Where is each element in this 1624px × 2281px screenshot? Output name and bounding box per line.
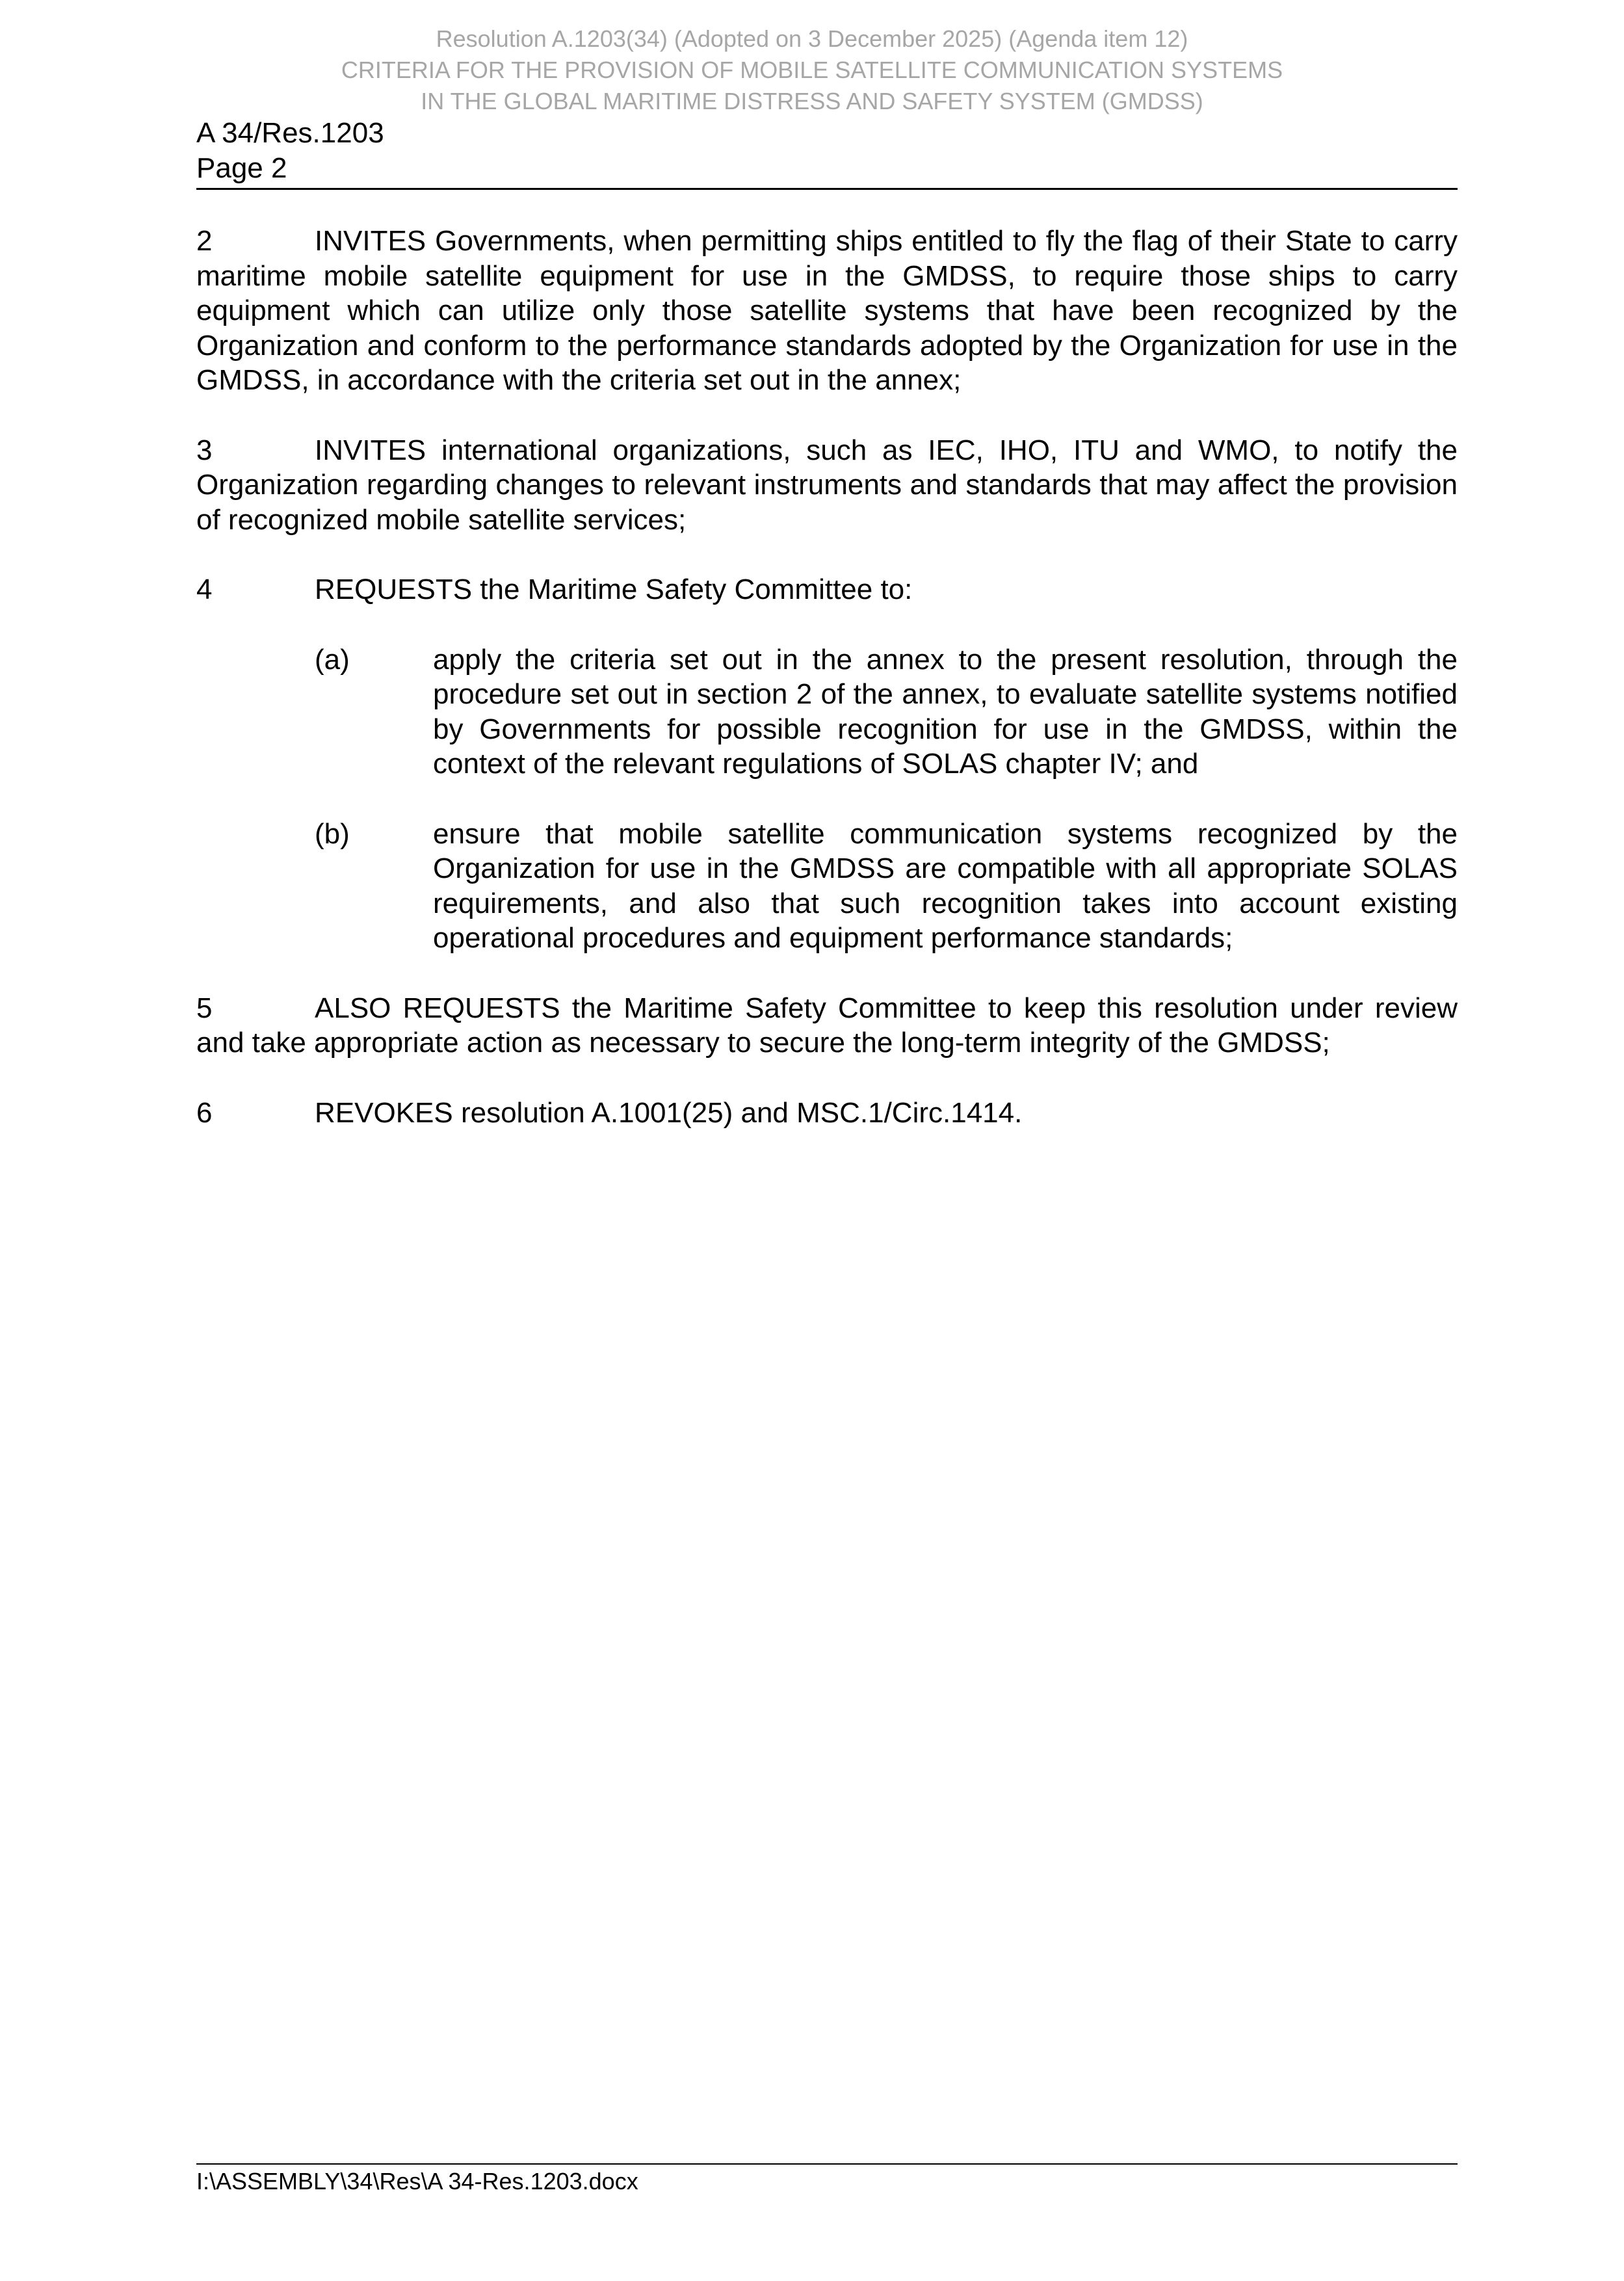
paragraph-5 [196, 991, 1458, 1061]
paragraph-number: 4 [196, 574, 213, 605]
paragraph-text: INVITES international organizations, such as IEC, IHO, ITU and WMO, to notify the Organization regarding changes to relevant instruments and standards that may affect the provision of recognized mobile satellite services; [196, 434, 1458, 536]
paragraph-text: ALSO REQUESTS the Maritime Safety Committee to keep this resolution under review and take appropriate action as necessary to secure the long-term integrity of the GMDSS; [196, 992, 1458, 1059]
paragraph-number: 6 [196, 1096, 213, 1129]
sub-item-a [196, 642, 1458, 782]
document-symbol: A 34/Res.1203 [196, 117, 384, 149]
watermark-line-2: CRITERIA FOR THE PROVISION OF MOBILE SATELLITE COMMUNICATION SYSTEMS [341, 57, 1283, 83]
paragraph-number: 2 [196, 225, 213, 257]
footer-divider [196, 2163, 1458, 2165]
paragraph-text: INVITES Governments, when permitting ships entitled to fly the flag of their State to carry maritime mobile satellite equipment for use in the GMDSS, to require those ships to carry equipment which can utilize only those satellite systems that have been recognized by the Organization and conform to the performance standards adopted by the Organization for use in the GMDSS, in accordance with the criteria set out in the annex; [196, 225, 1458, 396]
paragraph-4 [196, 572, 1458, 607]
sub-item-text: apply the criteria set out in the annex to the present resolution, through the procedure set out in section 2 of the annex, to evaluate satellite systems notified by Governments for possible recognition for use in the GMDSS, within the context of the relevant regulations of SOLAS chapter IV; and [433, 643, 1458, 780]
sub-item-text: ensure that mobile satellite communication systems recognized by the Organization for use in the GMDSS are compatible with all appropriate SOLAS requirements, and also that such recognition takes into account existing operational procedures and equipment performance standards; [433, 817, 1458, 954]
document-body [196, 224, 1458, 1165]
watermark-line-1: Resolution A.1203(34) (Adopted on 3 December 2025) (Agenda item 12) [436, 25, 1188, 52]
paragraph-text: REQUESTS the Maritime Safety Committee to: [315, 574, 913, 605]
paragraph-number: 3 [196, 434, 213, 466]
paragraph-6 [196, 1096, 1458, 1131]
watermark-line-3: IN THE GLOBAL MARITIME DISTRESS AND SAFETY SYSTEM (GMDSS) [421, 88, 1203, 114]
header-divider [196, 188, 1458, 190]
sub-item-b [196, 817, 1458, 956]
sub-item-letter: (b) [315, 817, 350, 850]
paragraph-2 [196, 224, 1458, 398]
paragraph-number: 5 [196, 992, 213, 1024]
resolution-watermark [0, 23, 1624, 117]
page-header [196, 116, 384, 186]
paragraph-3 [196, 433, 1458, 538]
footer-file-path: I:\ASSEMBLY\34\Res\A 34-Res.1203.docx [196, 2168, 638, 2195]
paragraph-text: REVOKES resolution A.1001(25) and MSC.1/Circ.1414. [315, 1096, 1023, 1129]
page-number: Page 2 [196, 152, 287, 184]
sub-item-letter: (a) [315, 643, 350, 676]
